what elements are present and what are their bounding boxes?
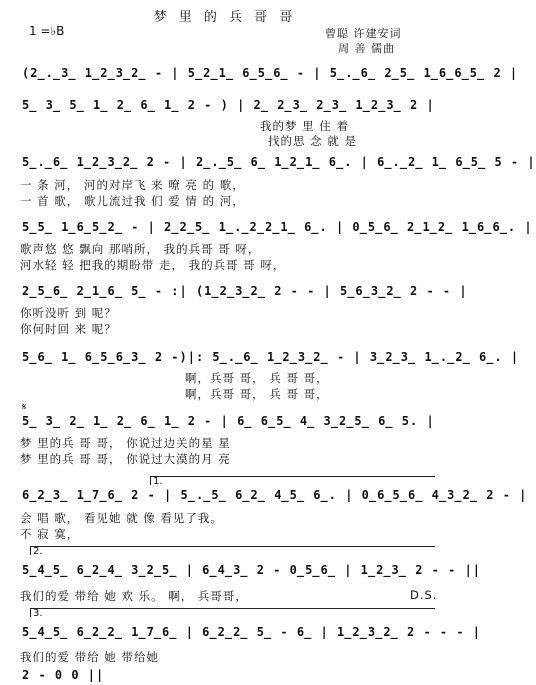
lyric-line-3b: 河水轻 轻 把我的期盼带 走， 我的兵哥 哥 呀，: [20, 258, 286, 272]
song-title: 梦 里 的 兵 哥 哥: [153, 10, 297, 25]
lyricist-credit: 曾聪 许建安词: [325, 27, 402, 40]
lyric-line-5b: 啊，兵哥 哥， 兵 哥 哥，: [185, 387, 329, 401]
score-line-10: 5̲4̲5̲ 6̲2̲2̲ 1̲7̲6̲ | 6̲2̲2̲ 5̲ - 6̲ | 1̲2̲3̲2̲ 2 - - - |: [22, 625, 482, 639]
lyric-line-2b: 一 首 歌， 歌儿流过我 们 爱 情 的 河，: [20, 194, 245, 208]
score-line-3: 5̲.̲6̲ 1̲2̲3̲2̲ 2 - | 2̲.̲5̲ 6̲ 1̲2̲1̲ 6̲. | 6̲.̲2̲ 1̲ 6̲5̲ 5 - |: [22, 155, 536, 169]
lyric-line-8: 我们的爱 带给 她 欢 乐。 啊， 兵哥哥，: [20, 589, 248, 603]
score-line-2: 5̲ 3̲ 5̲ 1̲ 2̲ 6̲ 1̲ 2 - ) | 2̲ 2̲3̲ 2̲3̲ 1̲2̲3̲ 2 |: [22, 98, 435, 112]
score-line-6: 5̲6̲ 1̲ 6̲5̲6̲3̲ 2 -)|: 5̲.̲6̲ 1̲2̲3̲2̲ - | 3̲2̲3̲ 1̲.̲2̲ 6̲. |: [22, 350, 520, 364]
score-line-4: 5̲5̲ 1̲6̲5̲2̲ - | 2̲2̲5̲ 1̲.̲2̲2̲1̲ 6̲. | 0̲5̲6̲ 2̲1̲2̲ 1̲6̲6̲. |: [22, 220, 533, 234]
key-signature: 1 =♭B: [29, 24, 65, 38]
lyric-line-4a: 你听没听 到 呢？: [20, 306, 117, 320]
volta-bracket-1-start: [150, 476, 151, 485]
volta-label-2: 2.: [33, 546, 43, 557]
volta-bracket-2: [30, 546, 435, 547]
composer-credit: 周 善 儒曲: [338, 42, 395, 55]
score-line-8: 6̲2̲3̲ 1̲7̲6̲ 2 - | 5̲.̲5̲ 6̲2̲ 4̲5̲ 6̲. | 0̲6̲5̲6̲ 4̲3̲2̲ 2 - |: [22, 488, 528, 502]
lyric-intro-2: 找的思 念 就 是: [268, 134, 357, 148]
score-line-11: 2 - 0 0 ||: [22, 668, 105, 682]
score-line-5: 2̲5̲6̲ 2̲1̲6̲ 5̲ - :| (1̲2̲3̲2̲ 2 - - | 5̲6̲3̲2̲ 2 - - |: [22, 284, 468, 298]
volta-bracket-3-start: [30, 608, 31, 617]
lyric-line-9: 我们的爱 带给 她 带给她: [20, 650, 159, 664]
lyric-line-4b: 你何时回 来 呢？: [20, 322, 117, 336]
score-line-7: 5̲ 3̲ 2̲ 1̲ 2̲ 6̲ 1̲ 2 - | 6̲ 6̲5̲ 4̲ 3̲2̲5̲ 6̲ 5. |: [22, 414, 435, 428]
lyric-line-6a: 梦 里的兵 哥 哥， 你说过边关的星 星: [20, 436, 231, 450]
volta-bracket-3: [30, 608, 435, 609]
lyric-intro-1: 我的梦 里 住 着: [260, 119, 349, 133]
volta-bracket-2-start: [30, 546, 31, 555]
lyric-line-2a: 一 条 河， 河的对岸飞 来 嘹 亮 的 歌，: [20, 178, 245, 192]
lyric-line-6b: 梦 里的兵 哥 哥， 你说过大漠的月 亮: [20, 452, 231, 466]
volta-label-3: 3.: [33, 608, 43, 619]
dal-segno-mark: D.S.: [410, 588, 438, 602]
lyric-line-7b: 不 寂 寞，: [20, 527, 80, 541]
volta-label-1: 1.: [153, 476, 163, 487]
segno-icon: 𝄋: [22, 402, 27, 413]
lyric-line-5a: 啊，兵哥 哥， 兵 哥 哥，: [185, 371, 329, 385]
lyric-line-7a: 会 唱 歌， 看见她 就 像 看见了我。: [20, 511, 223, 525]
lyric-line-3a: 歌声悠 悠 飘向 那哨所， 我的兵哥 哥 呀，: [20, 242, 261, 256]
score-line-9: 5̲4̲5̲ 6̲2̲4̲ 3̲2̲5̲ | 6̲4̲3̲ 2 - 0̲5̲6̲ | 1̲2̲3̲ 2 - - ||: [22, 563, 482, 577]
volta-bracket-1: [150, 476, 435, 477]
score-line-1: (2̲.̲3̲ 1̲2̲3̲2̲ - | 5̲2̲1̲ 6̲5̲6̲ - | 5̲.̲6̲ 2̲5̲ 1̲6̲6̲5̲ 2 |: [22, 66, 519, 80]
